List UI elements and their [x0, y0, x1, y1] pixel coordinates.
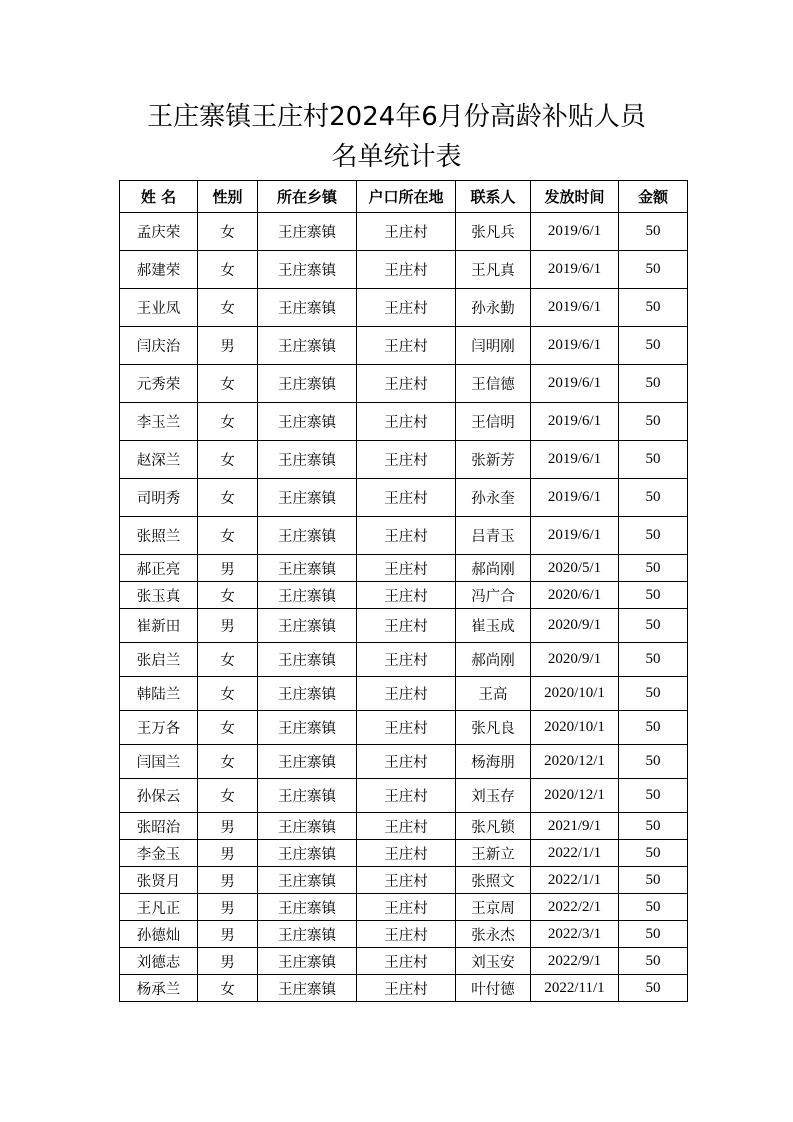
cell-contact: 王新立 [456, 840, 531, 867]
table-row [120, 779, 688, 813]
cell-township: 王庄寨镇 [258, 213, 357, 251]
cell-residence: 王庄村 [357, 582, 456, 609]
cell-amount: 50 [619, 894, 688, 921]
cell-issue-date: 2019/6/1 [531, 289, 619, 327]
table-row [120, 213, 688, 251]
cell-gender: 女 [198, 441, 258, 479]
table-row [120, 813, 688, 840]
cell-name: 赵深兰 [120, 441, 198, 479]
cell-amount: 50 [619, 251, 688, 289]
cell-amount: 50 [619, 677, 688, 711]
cell-amount: 50 [619, 711, 688, 745]
table-body [120, 213, 688, 1002]
cell-residence: 王庄村 [357, 975, 456, 1002]
table-row [120, 555, 688, 582]
cell-name: 孙德灿 [120, 921, 198, 948]
cell-gender: 女 [198, 677, 258, 711]
cell-contact: 吕青玉 [456, 517, 531, 555]
cell-gender: 男 [198, 609, 258, 643]
header-name: 姓 名 [120, 181, 198, 213]
table-row [120, 867, 688, 894]
cell-amount: 50 [619, 779, 688, 813]
cell-contact: 刘玉存 [456, 779, 531, 813]
cell-gender: 女 [198, 745, 258, 779]
cell-township: 王庄寨镇 [258, 921, 357, 948]
cell-gender: 女 [198, 779, 258, 813]
cell-name: 王凡正 [120, 894, 198, 921]
cell-contact: 王京周 [456, 894, 531, 921]
cell-residence: 王庄村 [357, 555, 456, 582]
cell-name: 韩陆兰 [120, 677, 198, 711]
cell-name: 孟庆荣 [120, 213, 198, 251]
cell-name: 崔新田 [120, 609, 198, 643]
table-row [120, 894, 688, 921]
table-row [120, 840, 688, 867]
cell-name: 郝建荣 [120, 251, 198, 289]
cell-residence: 王庄村 [357, 948, 456, 975]
table-row [120, 745, 688, 779]
cell-contact: 刘玉安 [456, 948, 531, 975]
cell-township: 王庄寨镇 [258, 779, 357, 813]
header-amount: 金额 [619, 181, 688, 213]
cell-amount: 50 [619, 609, 688, 643]
cell-name: 杨承兰 [120, 975, 198, 1002]
cell-residence: 王庄村 [357, 517, 456, 555]
cell-name: 张玉真 [120, 582, 198, 609]
cell-residence: 王庄村 [357, 479, 456, 517]
cell-issue-date: 2020/9/1 [531, 643, 619, 677]
cell-amount: 50 [619, 327, 688, 365]
cell-amount: 50 [619, 813, 688, 840]
cell-township: 王庄寨镇 [258, 813, 357, 840]
cell-township: 王庄寨镇 [258, 365, 357, 403]
header-gender: 性别 [198, 181, 258, 213]
cell-name: 张启兰 [120, 643, 198, 677]
cell-issue-date: 2019/6/1 [531, 251, 619, 289]
cell-contact: 王高 [456, 677, 531, 711]
cell-amount: 50 [619, 975, 688, 1002]
cell-contact: 张凡锁 [456, 813, 531, 840]
cell-gender: 女 [198, 975, 258, 1002]
cell-township: 王庄寨镇 [258, 840, 357, 867]
cell-name: 闫国兰 [120, 745, 198, 779]
cell-residence: 王庄村 [357, 867, 456, 894]
cell-residence: 王庄村 [357, 779, 456, 813]
cell-issue-date: 2019/6/1 [531, 365, 619, 403]
cell-township: 王庄寨镇 [258, 711, 357, 745]
cell-contact: 冯广合 [456, 582, 531, 609]
cell-amount: 50 [619, 643, 688, 677]
cell-residence: 王庄村 [357, 894, 456, 921]
cell-township: 王庄寨镇 [258, 403, 357, 441]
cell-contact: 张凡良 [456, 711, 531, 745]
cell-gender: 男 [198, 867, 258, 894]
cell-gender: 女 [198, 643, 258, 677]
cell-township: 王庄寨镇 [258, 894, 357, 921]
cell-name: 闫庆治 [120, 327, 198, 365]
cell-amount: 50 [619, 441, 688, 479]
cell-contact: 孙永奎 [456, 479, 531, 517]
cell-residence: 王庄村 [357, 289, 456, 327]
cell-residence: 王庄村 [357, 813, 456, 840]
cell-township: 王庄寨镇 [258, 517, 357, 555]
cell-township: 王庄寨镇 [258, 609, 357, 643]
table-row [120, 517, 688, 555]
cell-gender: 男 [198, 894, 258, 921]
cell-issue-date: 2020/10/1 [531, 677, 619, 711]
header-contact: 联系人 [456, 181, 531, 213]
cell-township: 王庄寨镇 [258, 643, 357, 677]
cell-amount: 50 [619, 921, 688, 948]
cell-amount: 50 [619, 582, 688, 609]
cell-contact: 王凡真 [456, 251, 531, 289]
cell-amount: 50 [619, 517, 688, 555]
table-row [120, 975, 688, 1002]
cell-amount: 50 [619, 840, 688, 867]
table-row [120, 289, 688, 327]
cell-amount: 50 [619, 948, 688, 975]
cell-issue-date: 2022/1/1 [531, 840, 619, 867]
cell-name: 刘德志 [120, 948, 198, 975]
cell-amount: 50 [619, 289, 688, 327]
cell-township: 王庄寨镇 [258, 327, 357, 365]
cell-gender: 女 [198, 711, 258, 745]
cell-township: 王庄寨镇 [258, 555, 357, 582]
cell-gender: 男 [198, 840, 258, 867]
cell-name: 张昭治 [120, 813, 198, 840]
table-row [120, 921, 688, 948]
table-row [120, 479, 688, 517]
table-row [120, 609, 688, 643]
table-row [120, 711, 688, 745]
cell-gender: 男 [198, 948, 258, 975]
cell-issue-date: 2019/6/1 [531, 403, 619, 441]
cell-issue-date: 2020/9/1 [531, 609, 619, 643]
table-header-row [120, 181, 688, 213]
cell-contact: 杨海朋 [456, 745, 531, 779]
cell-township: 王庄寨镇 [258, 289, 357, 327]
cell-issue-date: 2022/1/1 [531, 867, 619, 894]
cell-residence: 王庄村 [357, 643, 456, 677]
cell-gender: 女 [198, 517, 258, 555]
cell-gender: 男 [198, 921, 258, 948]
table-row [120, 441, 688, 479]
cell-contact: 张新芳 [456, 441, 531, 479]
table-row [120, 403, 688, 441]
cell-contact: 郝尚刚 [456, 643, 531, 677]
cell-name: 张照兰 [120, 517, 198, 555]
cell-name: 郝正亮 [120, 555, 198, 582]
table-row [120, 582, 688, 609]
cell-gender: 女 [198, 213, 258, 251]
cell-issue-date: 2020/12/1 [531, 745, 619, 779]
cell-gender: 女 [198, 251, 258, 289]
cell-gender: 男 [198, 813, 258, 840]
cell-name: 王万各 [120, 711, 198, 745]
cell-issue-date: 2020/6/1 [531, 582, 619, 609]
cell-contact: 张凡兵 [456, 213, 531, 251]
cell-residence: 王庄村 [357, 609, 456, 643]
cell-contact: 叶付德 [456, 975, 531, 1002]
cell-name: 李金玉 [120, 840, 198, 867]
cell-issue-date: 2022/9/1 [531, 948, 619, 975]
cell-issue-date: 2022/11/1 [531, 975, 619, 1002]
cell-amount: 50 [619, 867, 688, 894]
cell-residence: 王庄村 [357, 441, 456, 479]
cell-residence: 王庄村 [357, 840, 456, 867]
cell-contact: 郝尚刚 [456, 555, 531, 582]
cell-residence: 王庄村 [357, 677, 456, 711]
cell-township: 王庄寨镇 [258, 867, 357, 894]
cell-township: 王庄寨镇 [258, 975, 357, 1002]
cell-gender: 女 [198, 582, 258, 609]
cell-residence: 王庄村 [357, 711, 456, 745]
cell-township: 王庄寨镇 [258, 582, 357, 609]
cell-issue-date: 2019/6/1 [531, 479, 619, 517]
cell-name: 李玉兰 [120, 403, 198, 441]
cell-amount: 50 [619, 403, 688, 441]
cell-contact: 张照文 [456, 867, 531, 894]
header-issue-date: 发放时间 [531, 181, 619, 213]
cell-name: 司明秀 [120, 479, 198, 517]
table-row [120, 251, 688, 289]
cell-township: 王庄寨镇 [258, 479, 357, 517]
cell-gender: 女 [198, 479, 258, 517]
cell-issue-date: 2020/10/1 [531, 711, 619, 745]
cell-residence: 王庄村 [357, 921, 456, 948]
table-row [120, 365, 688, 403]
cell-name: 元秀荣 [120, 365, 198, 403]
cell-amount: 50 [619, 479, 688, 517]
table-row [120, 643, 688, 677]
cell-issue-date: 2021/9/1 [531, 813, 619, 840]
cell-residence: 王庄村 [357, 213, 456, 251]
page-title-line1: 王庄寨镇王庄村2024年6月份高龄补贴人员 [147, 102, 646, 132]
cell-amount: 50 [619, 365, 688, 403]
subsidy-table [119, 180, 688, 1002]
cell-township: 王庄寨镇 [258, 948, 357, 975]
cell-residence: 王庄村 [357, 745, 456, 779]
cell-issue-date: 2020/12/1 [531, 779, 619, 813]
cell-residence: 王庄村 [357, 327, 456, 365]
cell-residence: 王庄村 [357, 365, 456, 403]
cell-issue-date: 2022/2/1 [531, 894, 619, 921]
cell-name: 孙保云 [120, 779, 198, 813]
cell-gender: 女 [198, 403, 258, 441]
cell-gender: 女 [198, 289, 258, 327]
table-row [120, 948, 688, 975]
cell-residence: 王庄村 [357, 403, 456, 441]
cell-amount: 50 [619, 213, 688, 251]
cell-issue-date: 2020/5/1 [531, 555, 619, 582]
cell-residence: 王庄村 [357, 251, 456, 289]
cell-gender: 男 [198, 327, 258, 365]
table-row [120, 327, 688, 365]
cell-issue-date: 2019/6/1 [531, 327, 619, 365]
cell-contact: 闫明刚 [456, 327, 531, 365]
cell-township: 王庄寨镇 [258, 745, 357, 779]
cell-amount: 50 [619, 555, 688, 582]
cell-issue-date: 2022/3/1 [531, 921, 619, 948]
cell-name: 王业凤 [120, 289, 198, 327]
cell-amount: 50 [619, 745, 688, 779]
page-title-line2: 名单统计表 [331, 142, 462, 172]
cell-issue-date: 2019/6/1 [531, 213, 619, 251]
cell-contact: 王信德 [456, 365, 531, 403]
cell-contact: 崔玉成 [456, 609, 531, 643]
cell-issue-date: 2019/6/1 [531, 517, 619, 555]
cell-name: 张贤月 [120, 867, 198, 894]
cell-contact: 王信明 [456, 403, 531, 441]
cell-township: 王庄寨镇 [258, 441, 357, 479]
cell-gender: 男 [198, 555, 258, 582]
table-row [120, 677, 688, 711]
cell-contact: 张永杰 [456, 921, 531, 948]
header-registered-residence: 户口所在地 [357, 181, 456, 213]
header-township: 所在乡镇 [258, 181, 357, 213]
cell-issue-date: 2019/6/1 [531, 441, 619, 479]
cell-contact: 孙永勤 [456, 289, 531, 327]
cell-township: 王庄寨镇 [258, 677, 357, 711]
cell-township: 王庄寨镇 [258, 251, 357, 289]
cell-gender: 女 [198, 365, 258, 403]
